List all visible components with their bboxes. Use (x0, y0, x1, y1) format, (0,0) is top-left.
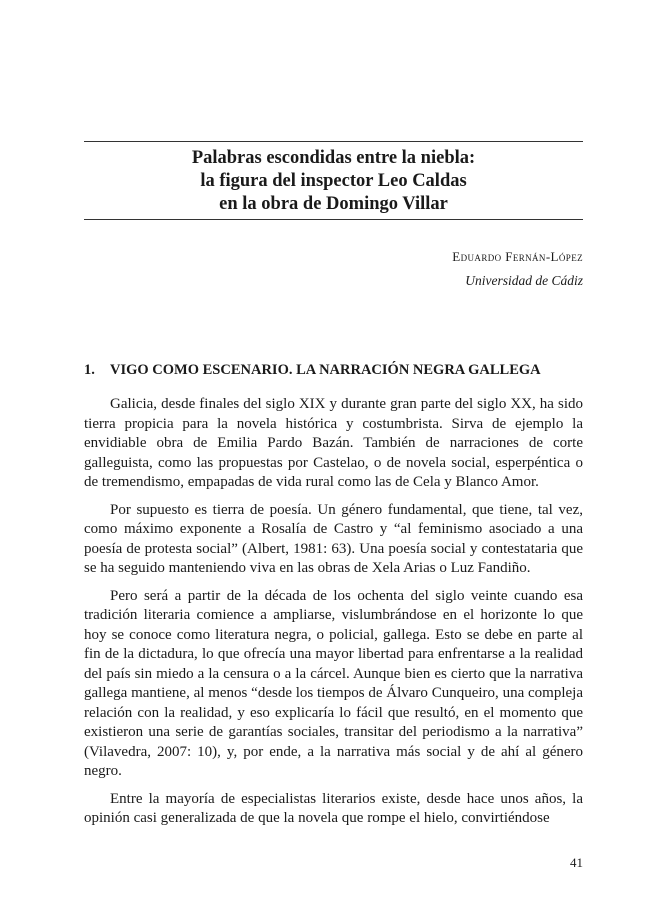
body-text (84, 395, 583, 837)
author-name: Eduardo Fernán-López (452, 249, 583, 264)
title-top-rule (84, 141, 583, 142)
section-heading (84, 362, 583, 379)
title-bottom-rule (84, 219, 583, 220)
author-affiliation: Universidad de Cádiz (465, 273, 583, 288)
paragraph: Pero será a partir de la década de los ochenta del siglo veinte cuando esa tradición literaria comience a ampliarse, vislumbrándose en el horizonte lo que hoy se conoce como literatura negra, o policial, gallega. Esto se debe en parte al fin de la dictadura, lo que ofrecía una mayor libertad para enfrentarse a la realidad del país sin miedo a la censura o a la cárcel. Aunque bien es cierto que la narrativa gallega mantiene, al menos “desde los tiempos de Álvaro Cunqueiro, una compleja relación con la realidad, y eso explicaría lo fácil que resultó, en el momento que existieron una serie de garantías sociales, transitar del periodismo a la narrativa” (Vilavedra, 2007: 10), y, por ende, a la narrativa más social y de ahí al género negro. (84, 587, 583, 779)
paragraph: Entre la mayoría de especialistas literarios existe, desde hace unos años, la opinión casi generalizada de que la novela que rompe el hielo, convirtiéndose (84, 790, 583, 826)
page-number: 41 (570, 855, 583, 870)
section-title: VIGO COMO ESCENARIO. LA NARRACIÓN NEGRA GALLEGA (110, 362, 541, 378)
paragraph: Galicia, desde finales del siglo XIX y durante gran parte del siglo XX, ha sido tierra propicia para la novela histórica y costumbrista. Sirva de ejemplo la envidiable obra de Emilia Pardo Bazán. También de narraciones de corte galleguista, como las propuestas por Castelao, o de novela social, esperpéntica o de tremendismo, empapadas de vida rural como las de Cela y Blanco Amor. (84, 396, 583, 490)
article-title (84, 147, 583, 216)
page (84, 0, 583, 917)
section-number: 1. (84, 362, 95, 378)
title-line: en la obra de Domingo Villar (219, 194, 448, 214)
title-line: la figura del inspector Leo Caldas (200, 171, 467, 191)
title-line: Palabras escondidas entre la niebla: (191, 148, 476, 168)
paragraph: Por supuesto es tierra de poesía. Un género fundamental, que tiene, tal vez, como máximo exponente a Rosalía de Castro y “al feminismo asociado a una poesía de protesta social” (Albert, 1981: 63). Una poesía social y contestataria que se ha seguido manteniendo viva en las obras de Xela Arias o Luz Fandiño. (84, 501, 583, 576)
